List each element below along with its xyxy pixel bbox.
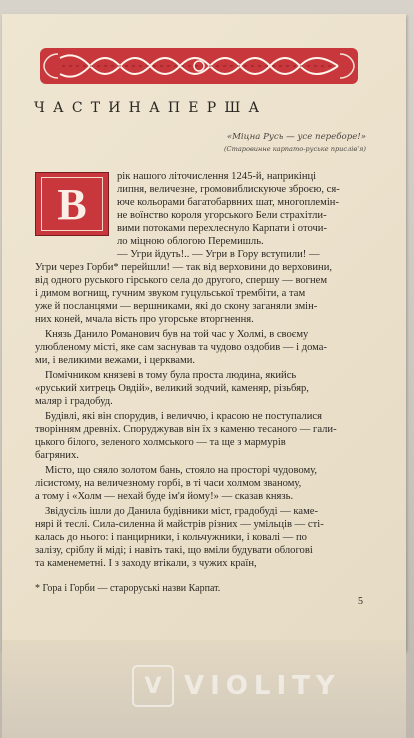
text-line: цького бiлого, зеленого холмського — та ще з мармурiв xyxy=(35,437,286,448)
watermark-text: VIOLITY xyxy=(184,671,341,701)
text-line: юче кольорами багатобарвних шат, многоплемiн- xyxy=(117,197,339,208)
text-line: i димом вогнищ, гучним звуком гуцульської трембiти, а там xyxy=(35,288,306,299)
text-line: уже й посланцями — вершниками, якi до скону заганяли змiн- xyxy=(35,301,318,312)
text-line: Князь Данило Романович був на той час у Холмi, в своєму xyxy=(45,329,309,340)
page-number: 5 xyxy=(358,596,363,607)
text-line: вими потоками перехлеснуло Карпати i оточи- xyxy=(117,223,327,234)
drop-cap-letter: В xyxy=(41,177,103,231)
text-line: Мiсто, що сяяло золотом бань, стояло на просторi чудовому, xyxy=(45,465,318,476)
text-line: не воїнство короля угорського Бели страхiтли- xyxy=(117,210,327,221)
watermark xyxy=(132,666,382,706)
text-line: творiнням древнiх. Споруджував вiн їх з каменю тесаного — гали- xyxy=(35,424,337,435)
watermark-logo-icon: V xyxy=(132,665,174,707)
text-line: них коней, мчала вiсть про угорське вторгнення. xyxy=(35,314,254,325)
epigraph-quote: «Мiцна Русь — усе переборе!» xyxy=(226,132,366,142)
text-line: багряних. xyxy=(35,450,79,461)
text-line: «руський хитрець Овдiй», великий зодчий, каменяр, рiзьбяр, xyxy=(35,383,309,394)
text-line: маляр i градобуд. xyxy=(35,396,113,407)
text-line: Угри через Горби* перейшли! — так вiд верховини до верховини, xyxy=(35,262,333,273)
ornament-band-icon xyxy=(40,42,358,90)
text-line: Звiдусiль iшли до Данила будiвники мiст, градобудi — каме- xyxy=(45,506,319,517)
text-line: вiд одного руського гiрського села до другого, спершу — вогнем xyxy=(35,275,328,286)
chapter-heading: ЧАСТИНАПЕРША xyxy=(34,100,268,116)
drop-cap xyxy=(35,172,109,236)
text-line: — Угри йдуть!.. — Угри в Гору вступили! — xyxy=(117,249,320,260)
text-line: ло мiцною облогою Перемишль. xyxy=(117,236,264,247)
text-line: улюбленому мiстi, яке сам заснував та чудово оздобив — i дома- xyxy=(35,342,328,353)
text-line: ми, i великими вежами, i церквами. xyxy=(35,355,196,366)
epigraph xyxy=(176,132,366,153)
text-line: калась до нього: i панцирники, i кольчужники, i ковалi — по xyxy=(35,532,307,543)
text-line: рiк нашого лiточислення 1245-й, наприкiнцi xyxy=(117,171,317,182)
text-line: нярi й теслi. Сила-силенна й майстрiв рiзних — умiльцiв — стi- xyxy=(35,519,324,530)
footnote: * Гора i Горби — староруськi назви Карпат. xyxy=(35,583,221,594)
text-line: лiсистому, на величезному горбi, в тi часи холмом званому, xyxy=(35,478,302,489)
text-line: липня, величезне, громовиблискуюче зброєю, ся- xyxy=(117,184,340,195)
epigraph-source: (Старовинне карпато-руське прислiв'я) xyxy=(223,145,366,153)
text-line: а тому i «Холм — нехай буде iм'я йому!» — сказав князь. xyxy=(35,491,294,502)
text-line: та каменеметнi. I з заходу втiкали, з чужих країн, xyxy=(35,558,257,569)
text-line: Будiвлi, якi вiн спорудив, i величчю, i красою не поступалися xyxy=(45,411,322,422)
text-line: Помiчником князевi в тому була проста людина, якийсь xyxy=(45,370,297,381)
text-line: залiзу, срiблу й мiдi; i навiть такi, що вмiли будувати облогові xyxy=(35,545,313,556)
